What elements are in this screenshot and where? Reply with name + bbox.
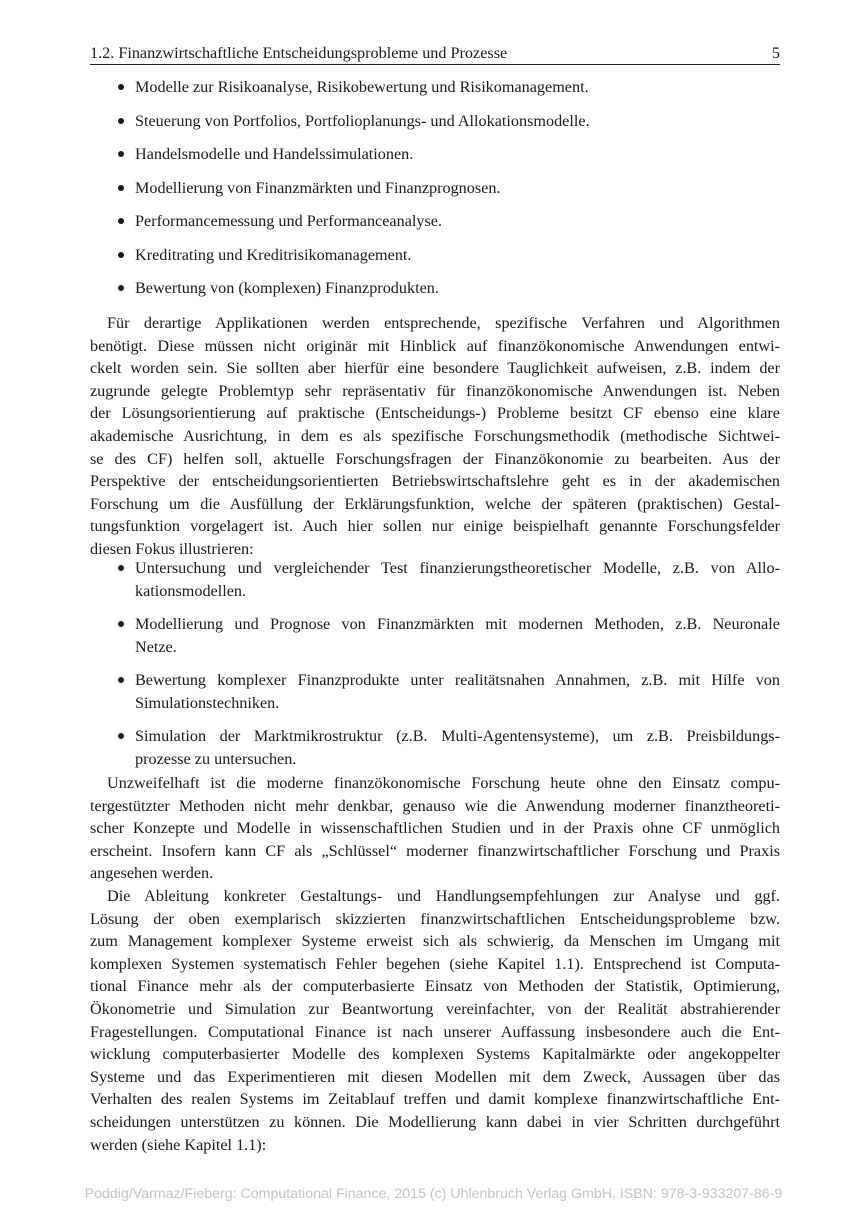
text-line: Forschung um die Ausfüllung der Erklärungsfunktion, welche der späteren (praktischen) Gestal-	[90, 494, 780, 513]
section-title: 1.2. Finanzwirtschaftliche Entscheidungsprobleme und Prozesse	[90, 44, 508, 62]
text-line: tergestützter Methoden nicht mehr denkbar, genauso wie die Anwendung moderner finanztheoreti-	[90, 796, 780, 815]
list-item-text: Modellierung von Finanzmärkten und Finanzprognosen.	[135, 178, 501, 197]
text-line: Für derartige Applikationen werden entsprechende, spezifische Verfahren und Algorithmen	[107, 314, 780, 332]
list-item-text: Performancemessung und Performanceanalyse.	[135, 212, 443, 230]
list-item-text: Handelsmodelle und Handelssimulationen.	[135, 145, 414, 163]
text-line: wicklung computerbasierter Modelle des komplexen Systems Kapitalmärkte oder angekoppelter	[90, 1045, 780, 1064]
text-line: Ökonometrie und Simulation zur Beantwortung vereinfachter, von der Realität abstrahierender	[90, 999, 780, 1018]
text-line: se des CF) helfen soll, aktuelle Forschungsfragen der Finanzökonomie zu bearbeiten. Aus der	[90, 449, 780, 468]
bullet-icon	[118, 151, 124, 157]
text-line: scher Konzepte und Modelle in wissenschaftlichen Studien und in der Praxis ohne CF unmöglich	[90, 819, 780, 838]
bullet-icon	[118, 677, 124, 683]
list-item-text: kationsmodellen.	[135, 581, 247, 600]
text-line: werden (siehe Kapitel 1.1):	[90, 1135, 267, 1154]
text-line: akademische Ausrichtung, in dem es als spezifische Forschungsmethodik (methodische Sichtwei-	[90, 426, 780, 445]
bullet-icon	[118, 621, 124, 627]
paragraph-applications	[90, 312, 780, 561]
bullet-icon	[118, 118, 124, 124]
bullet-icon	[118, 185, 124, 191]
text-line: benötigt. Diese müssen nicht originär mit Hinblick auf finanzökonomische Anwendungen entwi-	[90, 336, 780, 355]
text-line: angesehen werden.	[90, 864, 214, 883]
text-line: Perspektive der entscheidungsorientierten Betriebswirtschaftslehre geht es in der akademischen	[90, 472, 780, 491]
list-item-text: Untersuchung und vergleichender Test finanzierungstheoretischer Modelle, z.B. von Allo-	[135, 559, 780, 577]
list-item-text: Netze.	[135, 637, 177, 656]
text-line: Verhalten des realen Systems im Zeitablauf treffen und damit komplexe finanzwirtschaftliche Ent-	[90, 1090, 780, 1109]
text-line: erscheint. Insofern kann CF als „Schlüssel“ moderner finanzwirtschaftlicher Forschung und Praxis	[90, 841, 780, 860]
bullet-icon	[118, 733, 124, 739]
list-item-text: Bewertung komplexer Finanzprodukte unter realitätsnahen Annahmen, z.B. mit Hilfe von	[135, 671, 780, 689]
list-item-text: prozesse zu untersuchen.	[135, 749, 297, 768]
bullet-icon	[118, 218, 124, 224]
text-line: komplexen Systemen systematisch Fehler begehen (siehe Kapitel 1.1). Entsprechend ist Computa-	[90, 954, 780, 973]
text-line: tional Finance mehr als der computerbasierte Einsatz von Methoden der Statistik, Optimierung,	[90, 977, 780, 996]
list-item-text: Bewertung von (komplexen) Finanzprodukten.	[135, 279, 439, 297]
running-header	[90, 42, 780, 65]
list-item-text: Steuerung von Portfolios, Portfolioplanungs- und Allokationsmodelle.	[135, 111, 590, 130]
paragraph-research	[90, 772, 780, 885]
list-item-text: Simulationstechniken.	[135, 693, 280, 712]
text-line: Systeme und das Experimentieren mit diesen Modellen mit dem Zweck, Aussagen über das	[90, 1067, 780, 1086]
text-line: Lösung der oben exemplarisch skizzierten finanzwirtschaftlichen Entscheidungsprobleme bzw.	[90, 909, 780, 928]
text-line: zugrunde gelegte Problemtyp sehr repräsentativ für finanzökonomische Anwendungen ist. Neben	[90, 381, 780, 400]
text-line: Unzweifelhaft ist die moderne finanzökonomische Forschung heute ohne den Einsatz compu-	[107, 774, 780, 792]
list-item-text: Modellierung und Prognose von Finanzmärkten mit modernen Methoden, z.B. Neuronale	[135, 615, 780, 633]
list-item-text: Kreditrating und Kreditrisikomanagement.	[135, 245, 412, 264]
text-line: scheidungen unterstützen zu können. Die Modellierung kann dabei in vier Schritten durchgeführt	[90, 1112, 780, 1131]
bullet-icon	[118, 565, 124, 571]
paragraph-computational-finance	[90, 885, 780, 1156]
text-line: ckelt worden sein. Sie sollten aber hierfür eine besondere Tauglichkeit aufweisen, z.B. indem der	[90, 359, 780, 378]
bullet-icon	[118, 252, 124, 258]
bullet-icon	[118, 84, 124, 90]
text-line: der Lösungsorientierung auf praktische (Entscheidungs-) Probleme besitzt CF ebenso eine klare	[90, 404, 780, 423]
page-number: 5	[771, 44, 780, 62]
text-line: zum Management komplexer Systeme erweist sich als schwierig, da Menschen im Umgang mit	[90, 932, 780, 951]
text-line: diesen Fokus illustrieren:	[90, 539, 254, 558]
text-line: Fragestellungen. Computational Finance ist nach unserer Auffassung insbesondere auch die Ent-	[90, 1022, 780, 1041]
copyright-footer: Poddig/Varmaz/Fieberg: Computational Finance, 2015 (c) Uhlenbruch Verlag GmbH, ISBN: 978-3-933207-86-9	[84, 1186, 783, 1202]
text-line: tungsfunktion vorgelagert ist. Auch hier sollen nur einige beispielhaft genannte Forschungsfelder	[90, 517, 780, 536]
text-line: Die Ableitung konkreter Gestaltungs- und Handlungsempfehlungen zur Analyse und ggf.	[107, 887, 780, 905]
bullet-icon	[118, 285, 124, 291]
list-item-text: Simulation der Marktmikrostruktur (z.B. Multi-Agentensysteme), um z.B. Preisbildungs-	[135, 727, 780, 745]
list-item-text: Modelle zur Risikoanalyse, Risikobewertung und Risikomanagement.	[135, 78, 589, 96]
